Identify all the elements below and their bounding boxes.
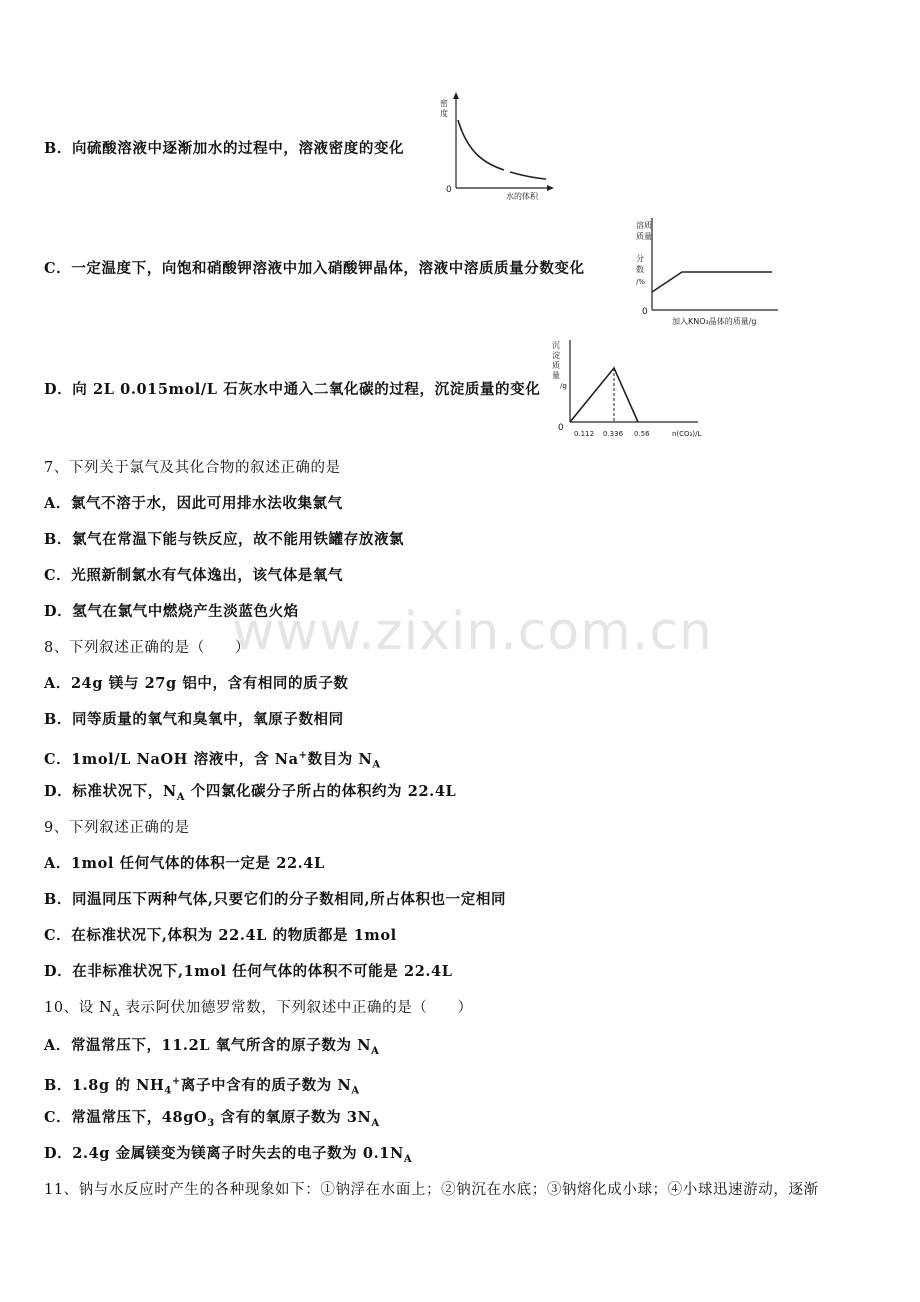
graph1-origin: 0 bbox=[446, 185, 452, 195]
q8-option-b: B．同等质量的氧气和臭氧中，氧原子数相同 bbox=[44, 711, 344, 728]
graph2-xlabel: 加入KNO₃晶体的质量/g bbox=[672, 317, 757, 326]
density-graph bbox=[434, 92, 554, 202]
watermark: www.zixin.com.cn bbox=[232, 602, 713, 662]
graph2-ylabel-5: 分 bbox=[636, 254, 644, 263]
q7-option-d: D．氢气在氯气中燃烧产生淡蓝色火焰 bbox=[44, 603, 299, 620]
q10-option-c: C．常温常压下，$48gO_3$ 含有的氧原子数为 $3N_A$ bbox=[44, 1109, 380, 1129]
question-10: 10、设 $N_A$ 表示阿伏加德罗常数，下列叙述中正确的是（ ） bbox=[44, 1000, 473, 1019]
graph3-ylabel-2: 淀 bbox=[552, 351, 560, 360]
q10-option-d: D．2.4g 金属镁变为镁离子时失去的电子数为 $0.1N_A$ bbox=[44, 1145, 413, 1165]
precipitate-graph bbox=[548, 336, 708, 442]
q10-option-a: A．常温常压下，11.2L 氧气所含的原子数为 $N_A$ bbox=[44, 1037, 380, 1057]
q9-option-b: B．同温同压下两种气体,只要它们的分子数相同,所占体积也一定相同 bbox=[44, 891, 507, 908]
graph2-origin: 0 bbox=[642, 307, 648, 317]
graph3-origin: 0 bbox=[558, 423, 564, 433]
graph3-tick-056: 0.56 bbox=[634, 430, 650, 438]
graph2-ylabel-1: 溶 bbox=[636, 221, 644, 230]
graph1-ylabel-2: 度 bbox=[440, 109, 448, 118]
graph2-ylabel-7: /% bbox=[636, 278, 646, 286]
question-9: 9、下列叙述正确的是 bbox=[44, 820, 190, 836]
mass-fraction-graph bbox=[630, 214, 785, 330]
q9-option-d: D．在非标准状况下,1mol 任何气体的体积不可能是 22.4L bbox=[44, 963, 453, 980]
graph3-xlabel: n(CO₂)/L bbox=[672, 430, 702, 438]
q10-option-b: B．1.8g 的 $NH_4^+$离子中含有的质子数为 $N_A$ bbox=[44, 1076, 360, 1097]
graph3-ylabel-3: 质 bbox=[552, 361, 560, 370]
q7-option-b: B．氯气在常温下能与铁反应，故不能用铁罐存放液氯 bbox=[44, 531, 405, 548]
graph2-ylabel-2: 质 bbox=[644, 221, 652, 230]
q9-option-a: A．1mol 任何气体的体积一定是 22.4L bbox=[44, 855, 325, 872]
question-7: 7、下列关于氯气及其化合物的叙述正确的是 bbox=[44, 460, 341, 476]
question-11: 11、钠与水反应时产生的各种现象如下：①钠浮在水面上；②钠沉在水底；③钠熔化成小球；④小球迅速游动，逐渐 bbox=[44, 1182, 819, 1198]
q6-option-d: D．向 2L 0.015mol/L 石灰水中通入二氧化碳的过程，沉淀质量的变化 bbox=[44, 381, 541, 398]
graph3-tick-0112: 0.112 bbox=[574, 430, 595, 438]
q8-option-d: D．标准状况下，$N_A$ 个四氯化碳分子所占的体积约为 22.4L bbox=[44, 783, 457, 803]
q7-option-c: C．光照新制氯水有气体逸出，该气体是氧气 bbox=[44, 567, 344, 584]
q7-option-a: A．氯气不溶于水，因此可用排水法收集氯气 bbox=[44, 495, 343, 512]
q6-option-c: C．一定温度下，向饱和硝酸钾溶液中加入硝酸钾晶体，溶液中溶质质量分数变化 bbox=[44, 260, 585, 277]
graph3-ylabel-5: /g bbox=[560, 382, 567, 390]
q8-option-a: A．24g 镁与 27g 铝中，含有相同的质子数 bbox=[44, 675, 349, 692]
graph2-ylabel-4: 量 bbox=[644, 232, 652, 241]
question-8: 8、下列叙述正确的是（ ） bbox=[44, 640, 251, 656]
graph3-ylabel-1: 沉 bbox=[552, 341, 560, 350]
graph1-ylabel-1: 密 bbox=[440, 99, 448, 108]
q9-option-c: C．在标准状况下,体积为 22.4L 的物质都是 1mol bbox=[44, 927, 397, 944]
graph3-ylabel-4: 量 bbox=[552, 371, 560, 380]
graph1-xlabel: 水的体积 bbox=[506, 192, 538, 201]
graph2-ylabel-6: 数 bbox=[636, 265, 644, 274]
graph2-ylabel-3: 质 bbox=[636, 232, 644, 241]
graph3-tick-0336: 0.336 bbox=[603, 430, 624, 438]
q8-option-c: C．1mol/L NaOH 溶液中，含 Na+数目为 $N_A$ bbox=[44, 750, 381, 771]
q6-option-b: B．向硫酸溶液中逐渐加水的过程中，溶液密度的变化 bbox=[44, 140, 405, 157]
